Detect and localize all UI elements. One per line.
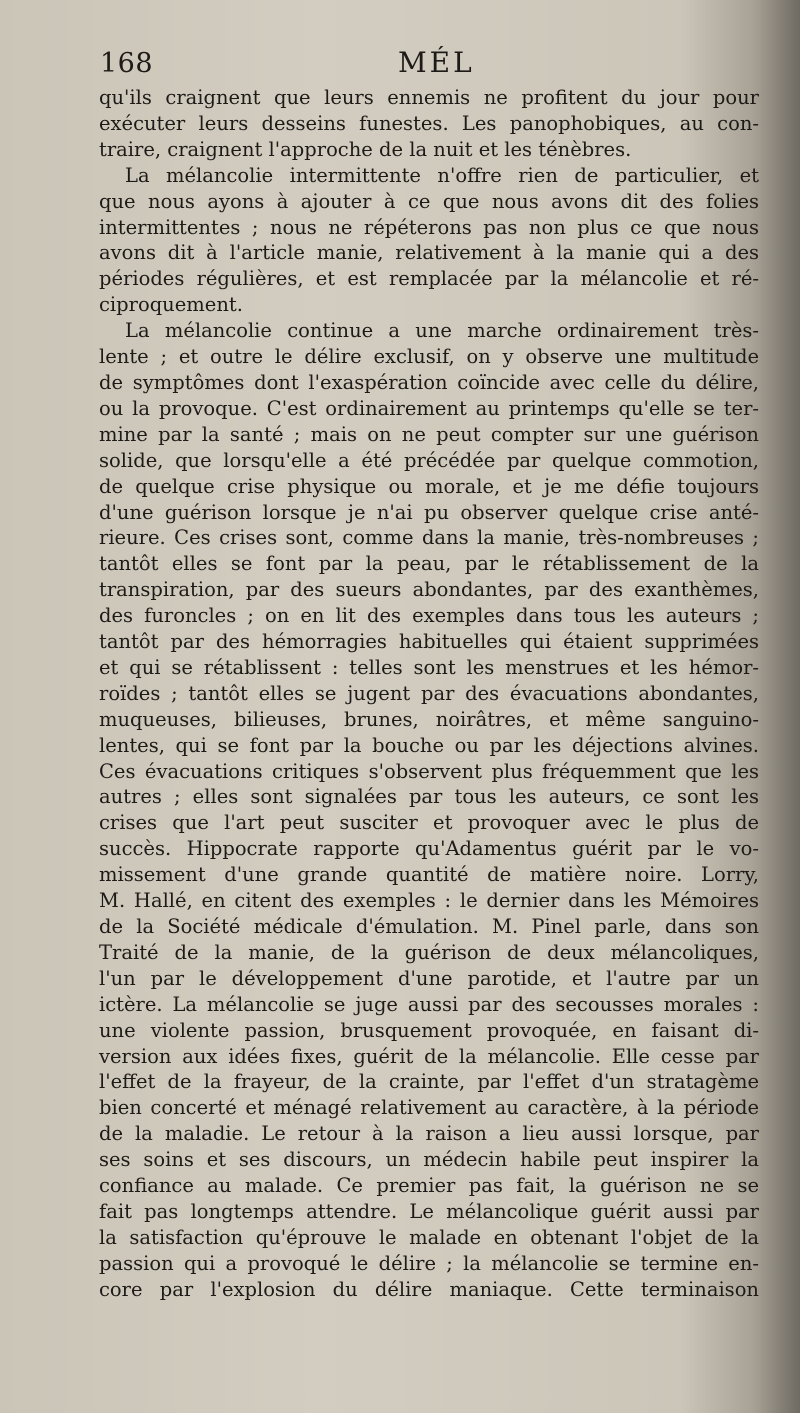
- text-line: intermittentes ; nous ne répéterons pas non plus ce que nous: [99, 215, 759, 239]
- body-text: [99, 85, 759, 1303]
- text-line: M. Hallé, en citent des exemples : le dernier dans les Mémoires: [99, 889, 759, 913]
- text-line: traire, craignent l'approche de la nuit et les ténèbres.: [99, 137, 632, 161]
- text-line: et qui se rétablissent : telles sont les menstrues et les hémor-: [99, 655, 759, 679]
- page-number: 168: [100, 48, 154, 79]
- text-line: de la Société médicale d'émulation. M. Pinel parle, dans son: [99, 915, 759, 938]
- text-line: une violente passion, brusquement provoquée, en faisant di-: [99, 1018, 759, 1042]
- text-line: roïdes ; tantôt elles se jugent par des évacuations abondantes,: [99, 681, 759, 705]
- text-line: Traité de la manie, de la guérison de deux mélancoliques,: [99, 940, 759, 964]
- text-line: de quelque crise physique ou morale, et je me défie toujours: [99, 474, 759, 498]
- text-line: muqueuses, bilieuses, brunes, noirâtres, et même sanguino-: [99, 707, 759, 731]
- text-line: bien concerté et ménagé relativement au caractère, à la période: [99, 1096, 759, 1120]
- text-line: La mélancolie intermittente n'offre rien de particulier, et: [125, 163, 759, 187]
- page-header: [98, 44, 760, 84]
- text-line: avons dit à l'article manie, relativement à la manie qui a des: [99, 241, 759, 265]
- text-line: fait pas longtemps attendre. Le mélancolique guérit aussi par: [99, 1199, 759, 1223]
- text-line: exécuter leurs desseins funestes. Les panophobiques, au con-: [99, 111, 759, 135]
- text-line: ses soins et ses discours, un médecin habile peut inspirer la: [99, 1148, 759, 1172]
- text-line: ictère. La mélancolie se juge aussi par des secousses morales :: [99, 992, 759, 1016]
- text-line: transpiration, par des sueurs abondantes, par des exanthèmes,: [99, 578, 759, 602]
- text-line: mine par la santé ; mais on ne peut compter sur une guérison: [99, 422, 759, 446]
- text-line: Ces évacuations critiques s'observent plus fréquemment que les: [99, 759, 759, 783]
- text-line: que nous ayons à ajouter à ce que nous avons dit des folies: [99, 189, 759, 213]
- text-line: succès. Hippocrate rapporte qu'Adamentus guérit par le vo-: [99, 837, 759, 861]
- text-line: de la maladie. Le retour à la raison a lieu aussi lorsque, par: [99, 1122, 759, 1146]
- text-line: des furoncles ; on en lit des exemples dans tous les auteurs ;: [99, 604, 759, 628]
- text-line: qu'ils craignent que leurs ennemis ne profitent du jour pour: [99, 86, 759, 109]
- text-line: périodes régulières, et est remplacée par la mélancolie et ré-: [99, 267, 759, 291]
- text-line: La mélancolie continue a une marche ordinairement très-: [125, 319, 759, 343]
- text-line: lente ; et outre le délire exclusif, on y observe une multitude: [99, 345, 759, 369]
- text-line: de symptômes dont l'exaspération coïncide avec celle du délire,: [99, 370, 759, 394]
- text-line: passion qui a provoqué le délire ; la mélancolie se termine en-: [99, 1251, 759, 1275]
- text-line: rieure. Ces crises sont, comme dans la manie, très-nombreuses ;: [99, 526, 759, 550]
- text-line: tantôt elles se font par la peau, par le rétablissement de la: [99, 552, 759, 576]
- text-line: autres ; elles sont signalées par tous les auteurs, ce sont les: [99, 785, 759, 809]
- text-line: version aux idées fixes, guérit de la mélancolie. Elle cesse par: [99, 1044, 759, 1068]
- text-line: ou la provoque. C'est ordinairement au printemps qu'elle se ter-: [99, 396, 759, 420]
- text-line: confiance au malade. Ce premier pas fait, la guérison ne se: [99, 1174, 759, 1198]
- running-head: MÉL: [398, 46, 475, 79]
- text-line: solide, que lorsqu'elle a été précédée par quelque commotion,: [99, 448, 759, 472]
- text-line: core par l'explosion du délire maniaque. Cette terminaison: [99, 1277, 759, 1301]
- text-line: la satisfaction qu'éprouve le malade en obtenant l'objet de la: [99, 1225, 759, 1249]
- text-line: crises que l'art peut susciter et provoquer avec le plus de: [99, 811, 759, 835]
- text-line: l'effet de la frayeur, de la crainte, par l'effet d'un stratagème: [99, 1070, 759, 1094]
- text-line: tantôt par des hémorragies habituelles qui étaient supprimées: [99, 630, 759, 654]
- text-line: lentes, qui se font par la bouche ou par les déjections alvines.: [99, 733, 759, 757]
- text-line: l'un par le développement d'une parotide, et l'autre par un: [99, 966, 759, 990]
- text-line: missement d'une grande quantité de matière noire. Lorry,: [99, 863, 759, 887]
- text-line: ciproquement.: [99, 293, 243, 317]
- text-line: d'une guérison lorsque je n'ai pu observer quelque crise anté-: [99, 500, 759, 524]
